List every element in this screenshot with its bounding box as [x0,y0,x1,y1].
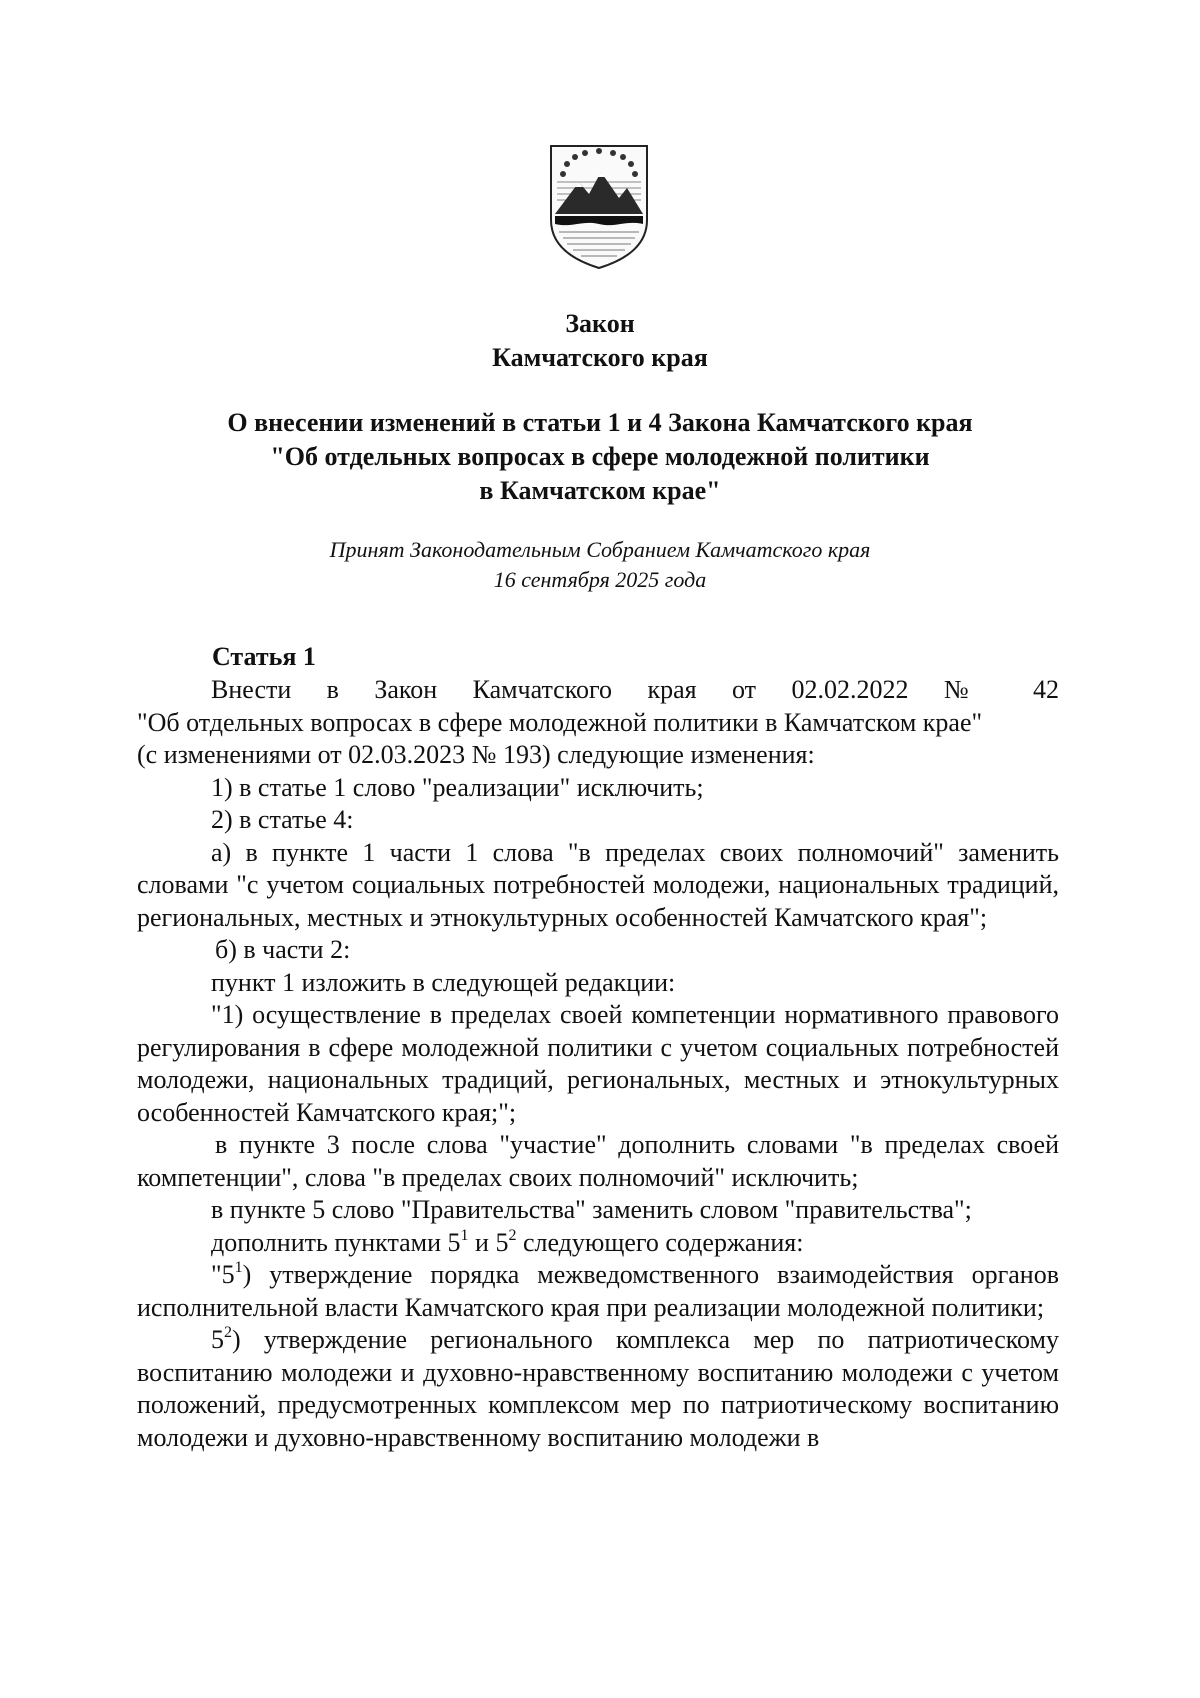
paragraph: (с изменениями от 02.03.2023 № 193) следующие изменения: [137,740,815,769]
paragraph: в пункте 3 после слова "участие" дополнить словами "в пределах своей компетенции", слова "в пределах своих полномочий" исключить; [137,1130,1059,1192]
paragraph: "Об отдельных вопросах в сфере молодежной политики в Камчатском крае" [137,707,983,737]
adoption-body: Принят Законодательным Собранием Камчатского края [329,537,871,562]
subject-line: О внесении изменений в статьи 1 и 4 Закона Камчатского края [227,408,973,437]
paragraph: Внести в Закон Камчатского края от 02.02.2022 № 42 [211,675,1059,704]
issuer-title: Камчатского края [492,343,708,372]
list-item: б) в части 2: [215,935,351,964]
document-type-title: Закон [565,309,635,338]
quoted-provision: "1) осуществление в пределах своей компетенции нормативного правового регулирования в сфере молодежной политики с учетом социальных потребностей молодежи, национальных традиций, региональных, местных и этнокультурных особенностей Камчатского края;"; [137,1000,1059,1127]
coat-of-arms-icon [545,142,653,270]
paragraph: дополнить пунктами $5^1$ и $5^2$ следующего содержания: [211,1226,804,1257]
article-body [137,674,1059,1454]
paragraph: в пункте 5 слово "Правительства" заменить словом "правительства"; [211,1195,972,1224]
subject-line: в Камчатском крае" [479,476,721,505]
quoted-provision: $5^2$) утверждение регионального комплекса мер по патриотическому воспитанию молодежи и духовно-нравственному воспитанию молодежи с учетом положений, предусмотренных комплексом мер по патриотическому воспитанию молодежи и духовно-нравственному воспитанию молодежи в [137,1324,1059,1452]
list-item: 2) в статье 4: [211,805,354,834]
law-subject [140,406,1060,508]
paragraph: пункт 1 изложить в следующей редакции: [211,967,676,997]
subject-line: "Об отдельных вопросах в сфере молодежной политики [270,442,930,471]
adoption-date: 16 сентября 2025 года [493,567,707,592]
article-heading: Статья 1 [212,642,316,671]
list-item: 1) в статье 1 слово "реализации" исключить; [211,772,704,802]
list-item: а) в пункте 1 части 1 слова "в пределах своих полномочий" заменить словами "с учетом социальных потребностей молодежи, национальных традиций, региональных, местных и этнокультурных особенностей Камчатского края"; [137,837,1059,932]
adoption-note [0,535,1200,595]
quoted-provision: "$5^1$) утверждение порядка межведомственного взаимодействия органов исполнительной власти Камчатского края при реализации молодежной политики; [137,1259,1059,1322]
